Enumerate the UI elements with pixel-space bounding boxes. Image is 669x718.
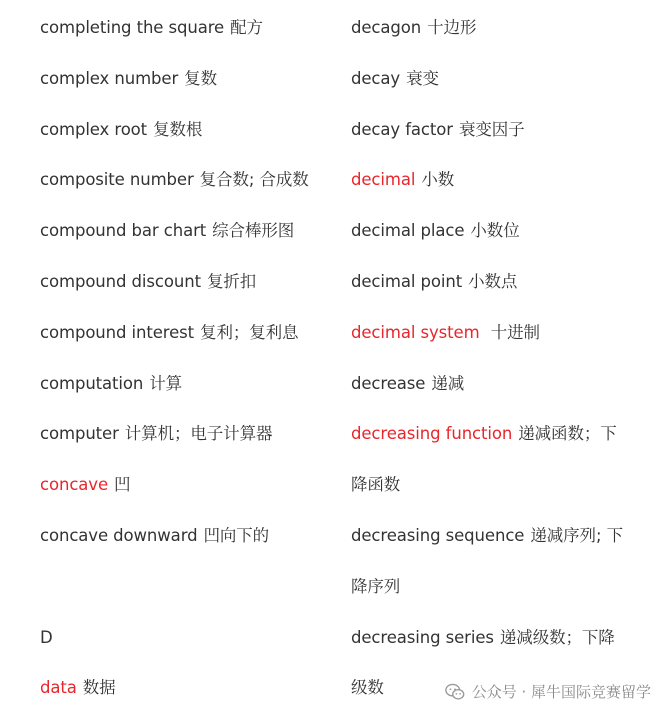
entry-term: compound bar chart xyxy=(40,221,207,241)
entry-term: complex number xyxy=(40,68,179,88)
wechat-icon xyxy=(444,681,466,703)
glossary-entry xyxy=(40,473,130,497)
entry-term: computer xyxy=(40,424,119,444)
glossary-entry xyxy=(351,168,454,192)
glossary-entry xyxy=(351,67,439,91)
entry-term: decay factor xyxy=(351,119,453,139)
entry-term: concave downward xyxy=(40,526,198,545)
entry-translation: 十进制 xyxy=(485,322,540,342)
glossary-entry xyxy=(351,118,525,142)
watermark xyxy=(444,680,651,704)
entry-term: completing the square xyxy=(40,18,225,37)
glossary-entry xyxy=(40,219,294,243)
entry-translation: 递减序列; 下 xyxy=(530,526,623,545)
entry-translation: 凹 xyxy=(114,475,131,495)
glossary-entry xyxy=(40,626,53,650)
entry-term: data xyxy=(40,678,77,698)
glossary-entry xyxy=(351,422,617,446)
entry-term: decimal xyxy=(351,170,416,190)
glossary-entry xyxy=(351,524,623,548)
watermark-text: 公众号 · 犀牛国际竞赛留学 xyxy=(471,683,651,701)
glossary-entry xyxy=(40,372,182,396)
entry-translation: 计算机；电子计算器 xyxy=(124,424,273,444)
entry-translation: 降序列 xyxy=(351,576,401,596)
glossary-entry xyxy=(351,321,540,345)
glossary-entry xyxy=(351,270,517,294)
glossary-entry xyxy=(40,16,263,40)
glossary-entry xyxy=(351,626,615,650)
entry-term: decreasing series xyxy=(351,627,494,647)
glossary-entry xyxy=(351,219,520,243)
entry-term: composite number xyxy=(40,170,194,190)
entry-translation: 综合棒形图 xyxy=(212,221,295,241)
glossary-entry xyxy=(40,524,269,548)
entry-translation: 小数 xyxy=(421,170,455,190)
entry-term: decreasing sequence xyxy=(351,526,525,545)
glossary-entry xyxy=(351,16,476,40)
glossary-entry xyxy=(351,575,400,599)
entry-term: compound discount xyxy=(40,272,201,291)
entry-term: compound interest xyxy=(40,322,195,342)
glossary-entry xyxy=(351,473,400,497)
entry-translation: 衰变因子 xyxy=(458,119,525,139)
entry-translation: 配方 xyxy=(230,18,263,37)
entry-term: decay xyxy=(351,68,401,88)
entry-translation: 递减 xyxy=(431,373,465,393)
glossary-entry xyxy=(40,168,309,192)
glossary-entry xyxy=(351,676,384,700)
entry-translation: 十边形 xyxy=(427,18,477,37)
entry-translation: 小数点 xyxy=(468,272,518,291)
entry-translation: 计算 xyxy=(149,373,183,393)
entry-term: decimal point xyxy=(351,272,463,291)
entry-term: decimal system xyxy=(351,322,480,342)
entry-translation: 级数 xyxy=(351,678,384,698)
glossary-entry xyxy=(351,372,464,396)
glossary-entry xyxy=(40,270,256,294)
entry-translation: 复数根 xyxy=(153,119,203,139)
glossary-entry xyxy=(40,321,298,345)
entry-term: decreasing function xyxy=(351,424,513,444)
entry-translation: 复利；复利息 xyxy=(200,322,299,342)
entry-term: decimal place xyxy=(351,221,465,241)
entry-term: computation xyxy=(40,373,144,393)
entry-translation: 复折扣 xyxy=(206,272,257,291)
glossary-entry xyxy=(40,67,217,91)
entry-translation: 数据 xyxy=(82,678,116,698)
entry-translation: 降函数 xyxy=(351,475,401,495)
entry-term: D xyxy=(40,627,53,647)
glossary-entry xyxy=(40,422,272,446)
entry-translation: 小数位 xyxy=(470,221,520,241)
entry-translation: 复合数; 合成数 xyxy=(199,170,309,190)
glossary-entry xyxy=(40,118,202,142)
entry-term: concave xyxy=(40,475,109,495)
entry-term: decagon xyxy=(351,18,422,37)
entry-term: complex root xyxy=(40,119,148,139)
glossary-entry xyxy=(40,676,116,700)
entry-translation: 衰变 xyxy=(406,68,439,88)
entry-translation: 复数 xyxy=(184,68,217,88)
entry-translation: 递减级数；下降 xyxy=(499,627,615,647)
entry-translation: 递减函数；下 xyxy=(518,424,617,444)
entry-translation: 凹向下的 xyxy=(203,526,270,545)
entry-term: decrease xyxy=(351,373,426,393)
